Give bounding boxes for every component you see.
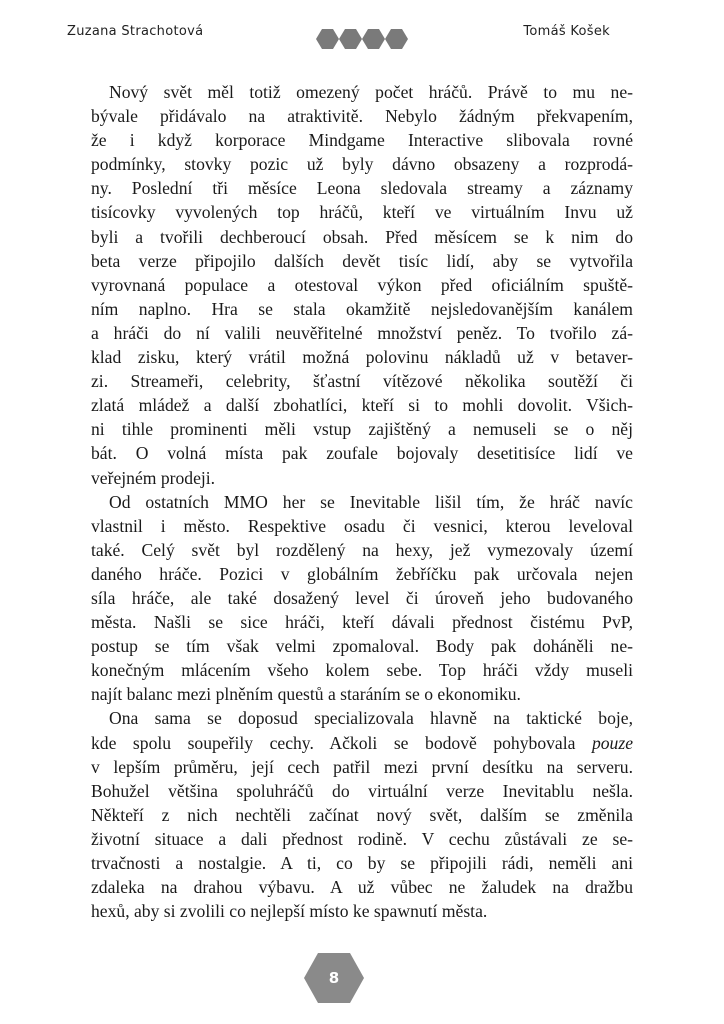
text-line: tisícovky vyvolených top hráčů, kteří ve virtuálním Invu už [91, 202, 633, 223]
text-line: bát. O volná místa pak zoufale bojovaly desetitisíce lidí ve [91, 443, 633, 464]
text-line: síla hráče, ale také dosažený level či úroveň jeho budovaného [91, 587, 633, 608]
text-line: ny. Poslední tři měsíce Leona sledovala streamy a záznamy [91, 178, 633, 199]
text-line: najít balanc mezi plněním questů a staráním se o ekonomiku. [91, 684, 521, 705]
text-line: konečným mlácením všeho kolem sebe. Top hráči vždy museli [91, 660, 633, 681]
text-segment: kde spolu soupeřily cechy. Ačkoli se bodově pohybovala [91, 732, 592, 753]
text-line: vyrovnaná populace a otestoval výkon před oficiálním spuště- [91, 274, 633, 295]
page-number: 8 [328, 969, 340, 987]
text-line: daného hráče. Pozici v globálním žebříčku pak určovala nejen [91, 563, 633, 584]
text-line: zdaleka na drahou výbavu. A už vůbec ne žaludek na dražbu [91, 877, 633, 898]
page-header [0, 0, 724, 60]
text-line: vlastnil i město. Respektive osadu či vesnici, kterou leveloval [91, 515, 633, 536]
hexagon-4 [385, 29, 408, 49]
paragraph-1 [91, 80, 633, 490]
text-line: podmínky, stovky pozic už byly dávno obsazeny a rozprodá- [91, 154, 633, 175]
hexagon-row-icon [316, 26, 408, 52]
hexagon-2 [339, 29, 362, 49]
text-line: bývale přidávalo na atraktivitě. Nebylo žádným překvapením, [91, 106, 633, 127]
text-line: trvačnosti a nostalgie. A ti, co by se připojili rádi, neměli ani [91, 853, 633, 873]
text-line: Ona sama se doposud specializovala hlavně na taktické boje, [109, 708, 633, 729]
author-right: Tomáš Košek [523, 24, 610, 39]
text-line: veřejném prodeji. [91, 467, 216, 488]
text-line: beta verze připojilo dalších devět tisíc lidí, aby se vytvořila [91, 250, 633, 271]
text-line: Bohužel většina spoluhráčů do virtuální verze Inevitablu nešla. [91, 780, 633, 801]
text-line: a hráči do ní valili neuvěřitelné množství peněz. To tvořilo zá- [91, 322, 633, 343]
text-line-with-italic [91, 731, 633, 755]
text-line: ním naplno. Hra se stala okamžitě nejsledovanějším kanálem [91, 298, 633, 319]
text-line: Od ostatních MMO her se Inevitable lišil tím, že hráč navíc [109, 491, 633, 512]
text-line: Nový svět měl totiž omezený počet hráčů. Právě to mu ne- [109, 82, 633, 102]
text-line: také. Celý svět byl rozdělený na hexy, jež vymezovaly území [91, 539, 633, 560]
text-line: klad zisku, který vrátil možná polovinu nákladů už v betaver- [91, 347, 633, 368]
author-left: Zuzana Strachotová [67, 24, 204, 39]
paragraph-2 [91, 490, 633, 707]
text-line: že i když korporace Mindgame Interactive slibovala rovné [91, 130, 633, 151]
body-text [91, 80, 633, 923]
italic-word: pouze [591, 732, 633, 753]
text-line: v lepším průměru, její cech patřil mezi první desítku na serveru. [91, 756, 633, 777]
text-line: města. Našli se sice hráči, kteří dávali přednost čistému PvP, [91, 612, 633, 633]
text-line: zi. Streameři, celebrity, šťastní vítězové několika soutěží či [91, 371, 633, 392]
text-line: životní situace a dali přednost rodině. V cechu zůstávali ze se- [91, 828, 633, 849]
text-line: hexů, aby si zvolili co nejlepší místo ke spawnutí města. [91, 901, 488, 922]
text-line: byli a tvořili dechberoucí obsah. Před měsícem se k nim do [91, 226, 633, 247]
text-line: Někteří z nich nechtěli začínat nový svět, dalším se změnila [91, 804, 633, 825]
hexagon-1 [316, 29, 339, 49]
text-line: ni tihle prominenti měli vstup zajištěný a nemuseli se o něj [91, 419, 633, 440]
page-number-badge [302, 950, 366, 1006]
text-line: postup se tím však velmi zpomaloval. Body pak doháněli ne- [91, 636, 633, 657]
text-line: zlatá mládež a další zbohatlíci, kteří si to mohli dovolit. Všich- [91, 395, 633, 416]
paragraph-3 [91, 706, 633, 923]
hexagon-3 [362, 29, 385, 49]
